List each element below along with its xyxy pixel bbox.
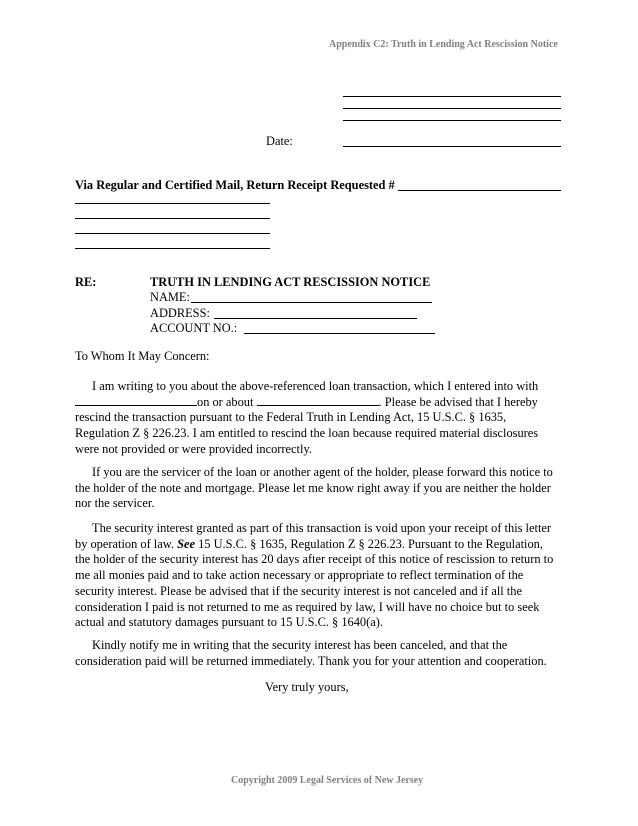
text-fragment: . Please be advised that I hereby <box>378 394 538 409</box>
salutation: To Whom It May Concern: <box>75 349 210 363</box>
recipient-address-blank-4[interactable] <box>75 248 270 249</box>
paragraph-line: security interest. Please be advised that if the security interest is not canceled and if all the <box>75 583 522 598</box>
lender-name-blank[interactable] <box>75 404 197 406</box>
paragraph-line: were not provided or were provided incorrectly. <box>75 441 312 456</box>
re-title: TRUTH IN LENDING ACT RESCISSION NOTICE <box>150 275 431 289</box>
appendix-header: Appendix C2: Truth in Lending Act Rescission Notice <box>329 39 558 50</box>
text-fragment: on or about <box>197 394 254 409</box>
closing: Very truly yours, <box>265 680 349 694</box>
copyright-footer: Copyright 2009 Legal Services of New Jersey <box>231 775 424 786</box>
account-blank[interactable] <box>244 333 435 334</box>
see-citation-signal: See <box>177 536 195 551</box>
paragraph-rescission <box>75 379 567 458</box>
paragraph-line: Regulation Z § 226.23. I am entitled to rescind the loan because required material disclosures <box>75 426 539 441</box>
paragraph-line: actual and statutory damages pursuant to 15 U.S.C. § 1640(a). <box>75 615 383 630</box>
paragraph-line: the holder of the note and mortgage. Please let me know right away if you are neither the holder <box>75 480 551 495</box>
paragraph-security-interest <box>75 521 567 631</box>
date-label: Date: <box>266 134 293 148</box>
sender-address-blank-2[interactable] <box>343 108 561 109</box>
recipient-address-blank-1[interactable] <box>75 203 270 204</box>
recipient-address-blank-3[interactable] <box>75 233 270 234</box>
sender-address-blank-1[interactable] <box>343 96 561 97</box>
paragraph-line: me all monies paid and to take action necessary or appropriate to reflect termination of the <box>75 568 524 583</box>
paragraph-line: I am writing to you about the above-referenced loan transaction, which I entered into with <box>92 379 539 393</box>
paragraph-line: the holder of the security interest has 20 days after receipt of this notice of rescission to return to <box>75 552 554 567</box>
address-blank[interactable] <box>214 318 417 319</box>
paragraph-line <box>75 537 567 553</box>
delivery-method-line: Via Regular and Certified Mail, Return Receipt Requested # <box>75 178 395 192</box>
re-label: RE: <box>75 275 97 289</box>
sender-address-blank-3[interactable] <box>343 120 561 121</box>
name-label: NAME: <box>150 290 190 304</box>
paragraph-line: If you are the servicer of the loan or another agent of the holder, please forward this notice to <box>92 465 553 479</box>
paragraph-line: rescind the transaction pursuant to the Federal Truth in Lending Act, 15 U.S.C. § 1635, <box>75 410 507 425</box>
paragraph-line: Kindly notify me in writing that the security interest has been canceled, and that the <box>92 638 508 652</box>
address-label: ADDRESS: <box>150 306 210 320</box>
paragraph-line <box>75 395 567 411</box>
text-fragment: 15 U.S.C. § 1635, Regulation Z § 226.23. Pursuant to the Regulation, <box>198 536 543 551</box>
text-fragment: by operation of law. <box>75 536 174 551</box>
paragraph-line: consideration I paid is not returned to me as required by law, I will have no choice but to seek <box>75 599 540 614</box>
receipt-number-blank[interactable] <box>398 190 561 191</box>
account-label: ACCOUNT NO.: <box>150 321 238 335</box>
recipient-address-blank-2[interactable] <box>75 218 270 219</box>
paragraph-line: nor the servicer. <box>75 496 155 511</box>
paragraph-line: The security interest granted as part of this transaction is void upon your receipt of this letter <box>92 521 552 535</box>
date-blank[interactable] <box>343 146 561 147</box>
paragraph-line: consideration paid will be returned immediately. Thank you for your attention and cooperation. <box>75 653 547 668</box>
name-blank[interactable] <box>191 302 432 303</box>
paragraph-notify <box>75 638 567 669</box>
transaction-date-blank[interactable] <box>257 404 379 406</box>
paragraph-forwarding <box>75 465 567 512</box>
